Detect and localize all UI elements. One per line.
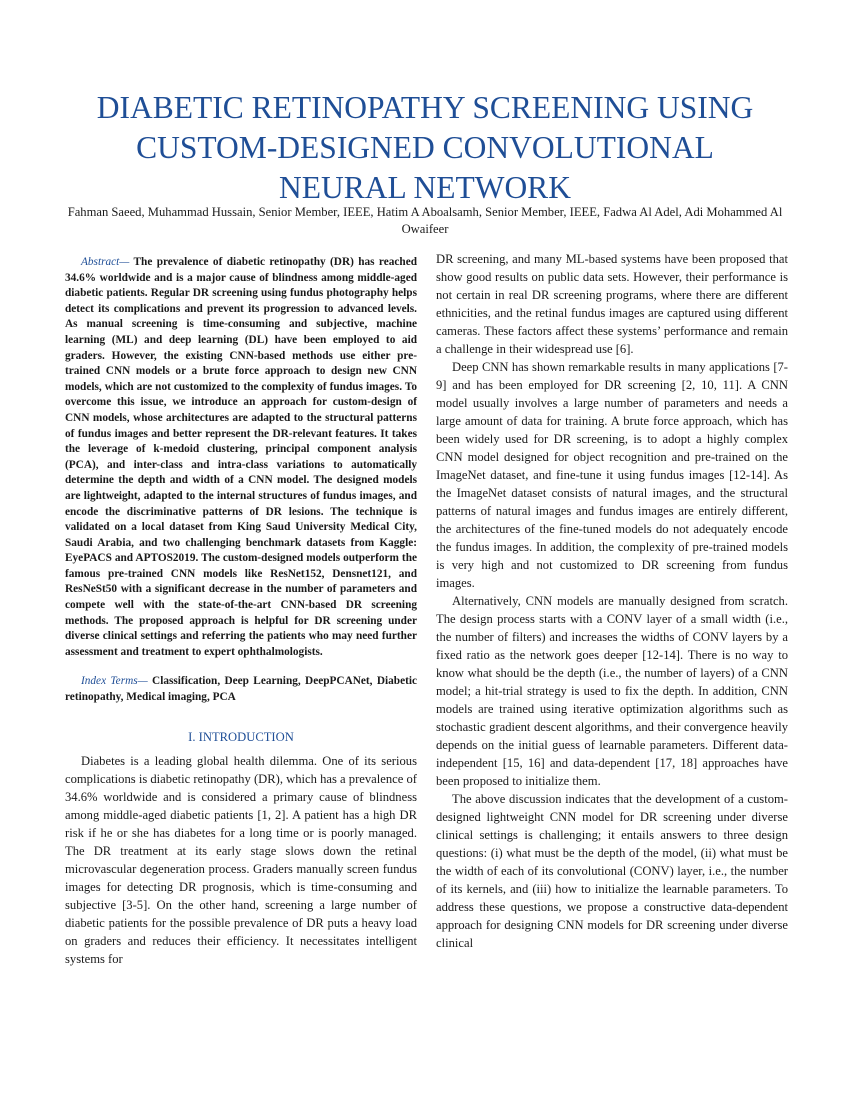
abstract [65, 255, 417, 660]
left-column [65, 255, 417, 968]
paper-title [60, 88, 790, 208]
body-paragraph: The above discussion indicates that the development of a custom-designed lightweight CNN model for DR screening under diverse clinical settings is challenging; it entails answers to three design questions: (i) what must be the depth of the model, (ii) what must be the width of each of its convolutional (CONV) layer, i.e., the number of its kernels, and (iii) how to initialize the learnable parameters. To address these questions, we propose a constructive data-dependent approach for designing CNN models for DR screening under diverse clinical [436, 792, 788, 950]
index-terms [65, 674, 417, 705]
title-line: DIABETIC RETINOPATHY SCREENING USING [96, 90, 754, 125]
right-column [436, 250, 788, 952]
abstract-text: The prevalence of diabetic retinopathy (DR) has reached 34.6% worldwide and is a major cause of blindness among middle-aged diabetic patients. Regular DR screening using fundus photography helps detect its complications and prevent its progression to advanced levels. As manual screening is time-consuming and subjective, machine learning (ML) and deep learning (DL) have been employed to aid graders. However, the existing CNN-based methods use either pre-trained CNN models or a brute force approach to design new CNN models, which are not customized to the complexity of fundus images. To overcome this issue, we introduce an approach for custom-design of CNN models, whose architectures are adapted to the structural patterns of fundus images and better represent the DR-relevant features. It takes the leverage of k-medoid clustering, principal component analysis (PCA), and inter-class and intra-class variations to automatically determine the depth and width of a CNN model. The designed models are lightweight, adapted to the internal structures of fundus images, and encode the discriminative patterns of DR lesions. The technique is validated on a local dataset from King Saud University Medical City, Saudi Arabia, and two challenging benchmark datasets from Kaggle: EyePACS and APTOS2019. The custom-designed models outperform the famous pre-trained CNN models like ResNet152, Densnet121, and ResNeSt50 with a significant decrease in the number of parameters and compete well with the state-of-the-art CNN-based DR screening methods. The proposed approach is helpful for DR screening under diverse clinical settings and referring the patients who may need further assessment and treatment to expert ophthalmologists. [65, 256, 417, 658]
body-paragraph: Deep CNN has shown remarkable results in many applications [7-9] and has been employed for DR screening [2, 10, 11]. A CNN model usually involves a large number of parameters and needs a large amount of data for training. A brute force approach, which has been widely used for DR screening, is to adopt a highly complex CNN model designed for object recognition and pre-trained on the ImageNet dataset, and fine-tune it using fundus images [12-14]. As the ImageNet dataset consists of natural images, and the structural patterns of natural images and fundus images are entirely different, the architectures of the fine-tuned models do not adequately encode the fundus images. In addition, the complexity of pre-trained models is very high and not customized to DR screening from fundus images. [436, 360, 788, 590]
body-paragraph: Alternatively, CNN models are manually designed from scratch. The design process starts with a CONV layer of a small width (i.e., the number of filters) and increases the widths of CONV layers by a fixed ratio as the network goes deeper [12-14]. There is no way to know what should be the depth (i.e., the number of layers) of a CNN model; a hit-trial strategy is used to fix the depth. In addition, CNN models are trained using iterative optimization algorithms such as stochastic gradient descent algorithms, and their convergence heavily depends on the initial guess of learnable parameters. Different data-independent [15, 16] and data-dependent [17, 18] approaches have been proposed to initialize them. [436, 594, 788, 788]
title-line: CUSTOM-DESIGNED CONVOLUTIONAL [136, 130, 714, 165]
body-paragraph: DR screening, and many ML-based systems have been proposed that show good results on public data sets. However, their performance is not certain in real DR screening programs, where there are different ethnicities, and the retinal fundus images are captured using different cameras. These factors affect these systems’ performance and remain a challenge in their widespread use [6]. [436, 252, 788, 356]
title-line: NEURAL NETWORK [279, 170, 571, 205]
index-terms-label: Index Terms— [81, 675, 148, 688]
index-terms-text: Classification, Deep Learning, DeepPCANet, Diabetic retinopathy, Medical imaging, PCA [65, 675, 417, 704]
intro-paragraph: Diabetes is a leading global health dilemma. One of its serious complications is diabetic retinopathy (DR), which has a prevalence of 34.6% worldwide and is considered a primary cause of blindness among middle-aged diabetic patients [1, 2]. A patient has a high DR risk if he or she has diabetes for a long time or is poorly managed. The DR treatment at its early stage slows down the retinal microvascular degeneration process. Graders manually screen fundus images for detecting DR prognosis, which is time-consuming and subjective [3-5]. On the other hand, screening a large number of diabetic patients for the possible prevalence of DR puts a heavy load on graders and reduces their efficiency. It necessitates intelligent systems for [65, 753, 417, 966]
section-heading-introduction: I. INTRODUCTION [188, 729, 294, 744]
author-list: Fahman Saeed, Muhammad Hussain, Senior Member, IEEE, Hatim A Aboalsamh, Senior Member, IEEE, Fadwa Al Adel, Adi Mohammed Al Owaifeer [67, 205, 783, 236]
abstract-label: Abstract— [81, 256, 130, 268]
